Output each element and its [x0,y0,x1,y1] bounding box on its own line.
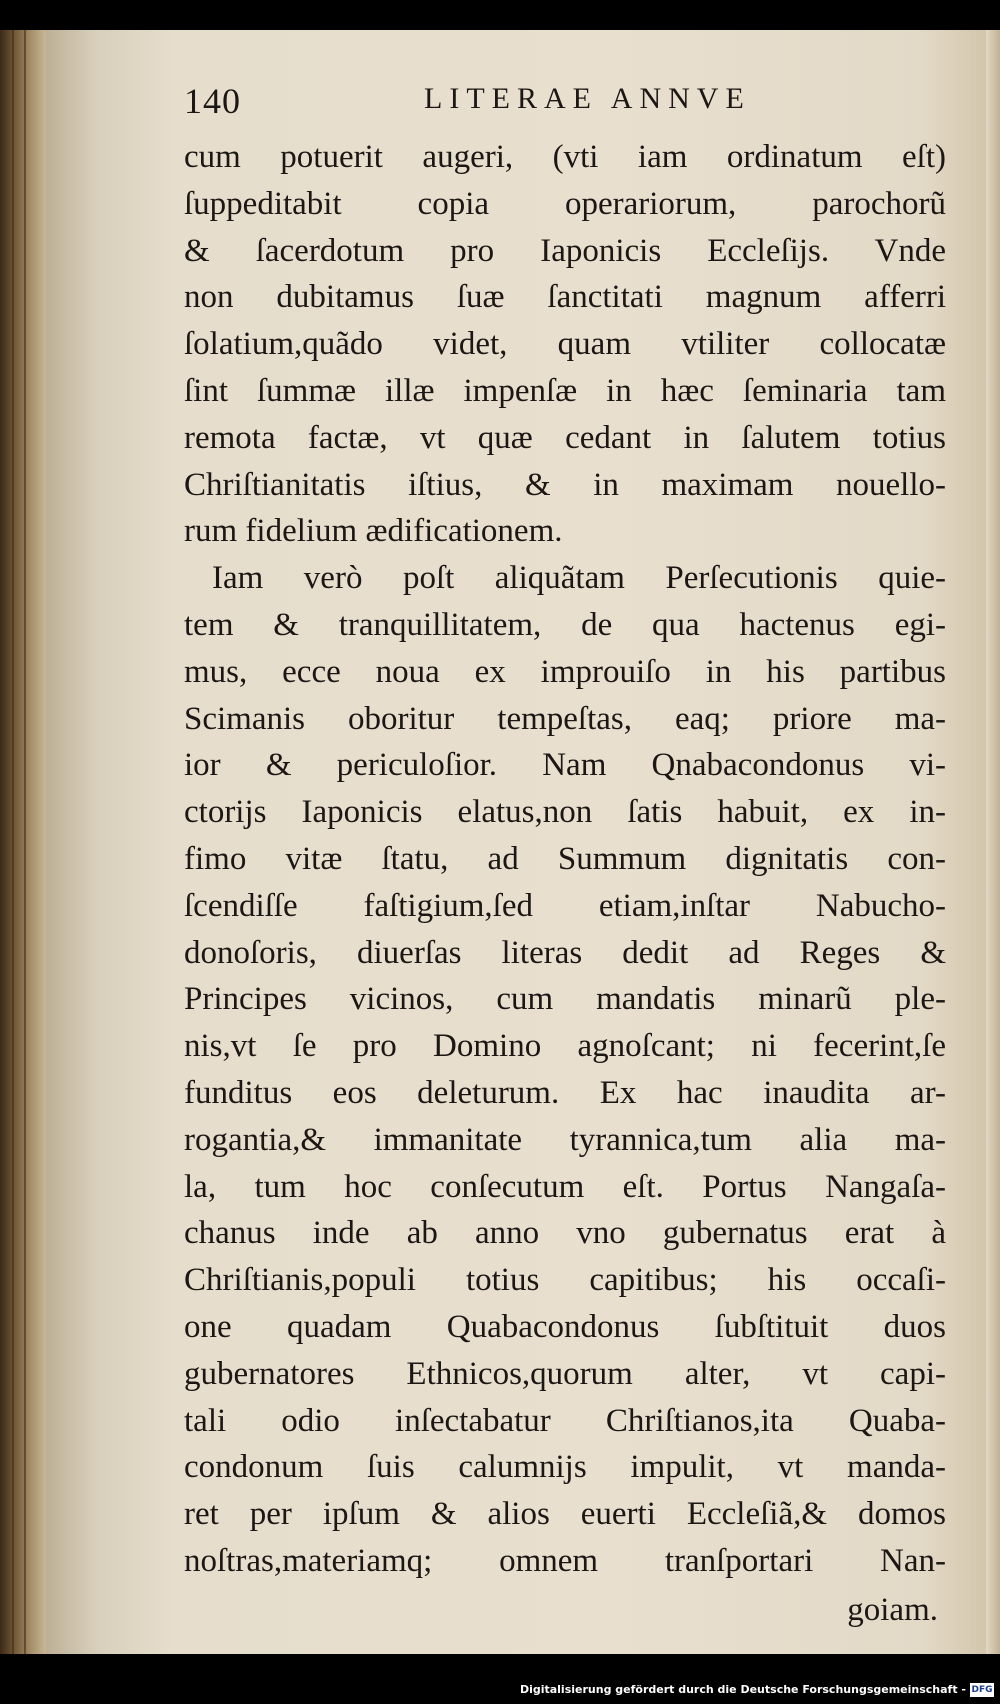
text-line: ſcendiſſe faſtigium,ſed etiam,inſtar Nabucho- [184,887,946,924]
text-line: Chriſtianis,populi totius capitibus; his occaſi- [184,1262,946,1299]
text-line: rum fidelium ædificationem. [184,513,563,550]
text-line: ior & periculoſior. Nam Qnabacondonus vi- [184,747,946,784]
page-right-edge [986,30,1000,1654]
page-text-block [184,80,946,1635]
text-line: tem & tranquillitatem, de qua hactenus egi- [184,606,946,643]
spine-edge-line [24,30,26,1654]
spine-edge-line [12,30,14,1654]
text-line: ſint ſummæ illæ impenſæ in hæc ſeminaria tam [184,372,946,409]
text-line: nis,vt ſe pro Domino agnoſcant; ni fecerint,ſe [184,1028,946,1065]
text-line: cum potuerit augeri, (vti iam ordinatum eſt) [184,139,946,175]
text-line: chanus inde ab anno vno gubernatus erat à [184,1215,946,1252]
text-line: ſolatium,quãdo videt, quam vtiliter collocatæ [184,326,946,363]
catchword: goiam. [847,1591,938,1628]
running-title: LITERAE ANNVE [424,82,751,115]
text-line: one quadam Quabacondonus ſubſtituit duos [184,1308,946,1345]
text-line: ctorijs Iaponicis elatus,non ſatis habuit, ex in- [184,794,946,831]
dfg-logo: DFG [971,1685,993,1695]
text-line: funditus eos deleturum. Ex hac inaudita ar- [184,1074,946,1111]
text-line: fimo vitæ ſtatu, ad Summum dignitatis con- [184,840,946,877]
text-line: Principes vicinos, cum mandatis minarũ ple- [184,981,946,1018]
page-number: 140 [184,81,241,121]
text-line: non dubitamus ſuæ ſanctitati magnum afferri [184,279,946,316]
text-line: Chriſtianitatis iſtius, & in maximam nouello- [184,466,946,503]
text-line: remota factæ, vt quæ cedant in ſalutem totius [184,419,946,456]
text-line: ret per ipſum & alios euerti Eccleſiã,& domos [184,1496,946,1533]
text-line: mus, ecce noua ex improuiſo in his partibus [184,653,946,690]
text-line: donoſoris, diuerſas literas dedit ad Reges & [184,934,946,971]
paragraph-2 [184,555,946,1585]
paragraph-1 [184,134,946,555]
book-spine [0,30,46,1654]
text-line: noſtras,materiamq; omnem tranſportari Nan- [184,1542,946,1579]
text-line: ſuppeditabit copia operariorum, parochorũ [184,185,946,222]
text-line: la, tum hoc conſecutum eſt. Portus Nangaſa- [184,1168,946,1205]
text-line: Iam verò poſt aliquãtam Perſecutionis quie- [212,560,946,597]
text-line: rogantia,& immanitate tyrannica,tum alia ma- [184,1121,946,1158]
text-line: tali odio inſectabatur Chriſtianos,ita Quaba- [184,1402,946,1439]
page-header [184,80,946,134]
text-line: condonum ſuis calumnijs impulit, vt manda- [184,1449,946,1486]
funding-credit: Digitalisierung gefördert durch die Deutsche Forschungsgemeinschaft - [519,1683,966,1696]
text-line: gubernatores Ethnicos,quorum alter, vt capi- [184,1355,946,1392]
digitization-footer [0,1674,1000,1704]
text-line: & ſacerdotum pro Iaponicis Eccleſijs. Vnde [184,232,946,269]
text-line: Scimanis oboritur tempeſtas, eaq; priore ma- [184,700,946,737]
